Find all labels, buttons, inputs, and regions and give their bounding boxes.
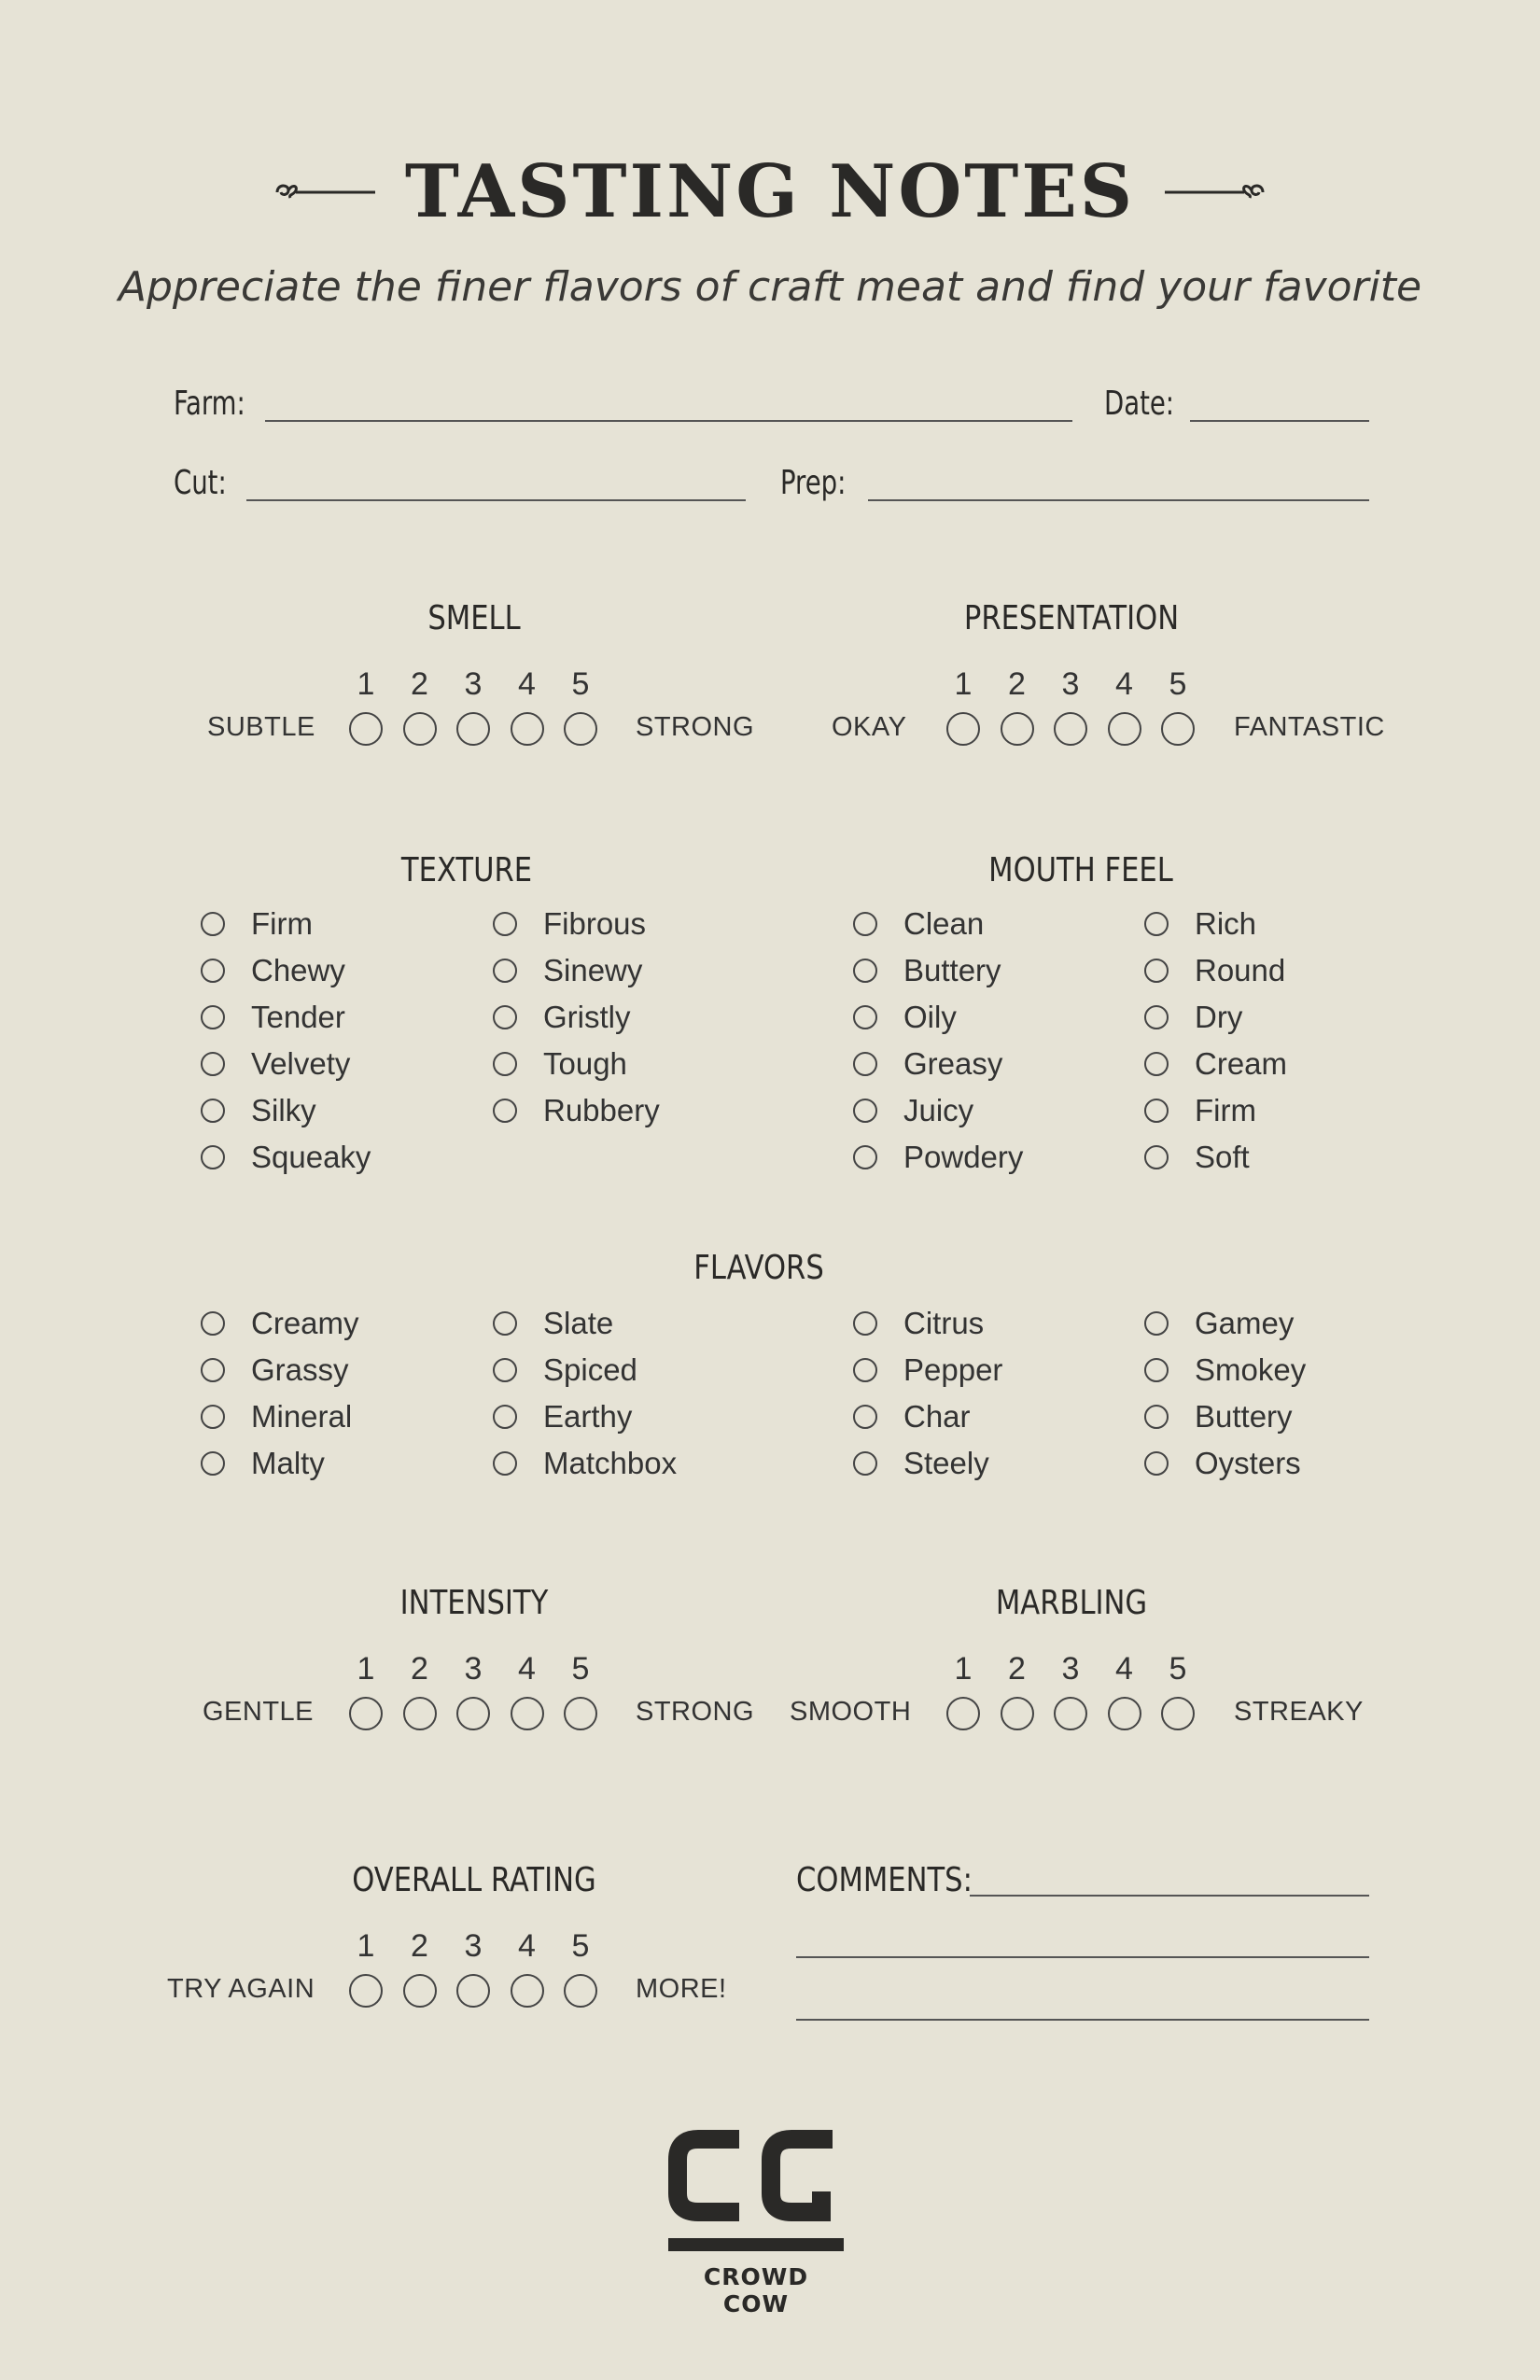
radio-circle-icon[interactable]	[853, 959, 877, 983]
presentation-option-4[interactable]	[1108, 712, 1141, 746]
radio-circle-icon[interactable]	[853, 1145, 877, 1169]
texture-option-label: Silky	[251, 1093, 316, 1127]
mouth-feel-title: MOUTH FEEL	[988, 851, 1173, 889]
radio-circle-icon[interactable]	[493, 912, 517, 936]
smell-number-1: 1	[357, 666, 375, 702]
radio-circle-icon[interactable]	[1144, 1099, 1169, 1123]
smell-option-5[interactable]	[564, 712, 597, 746]
radio-circle-icon[interactable]	[853, 1451, 877, 1476]
mouth-feel-option[interactable]	[853, 952, 1023, 989]
texture-option[interactable]	[493, 1045, 660, 1083]
flavor-option[interactable]	[201, 1305, 359, 1342]
radio-circle-icon[interactable]	[201, 1405, 225, 1429]
intensity-option-3[interactable]	[456, 1697, 490, 1730]
page-subtitle: Appreciate the finer flavors of craft meat and find your favorite	[118, 263, 1422, 311]
smell-number-5: 5	[571, 666, 590, 702]
marbling-number-3: 3	[1061, 1651, 1080, 1687]
overall-number-1: 1	[357, 1928, 375, 1964]
cut-label: Cut:	[174, 464, 227, 502]
texture-option[interactable]	[201, 1139, 371, 1176]
flavor-option[interactable]	[853, 1398, 1002, 1435]
texture-option[interactable]	[493, 999, 660, 1036]
flavor-option-label: Spiced	[543, 1352, 637, 1387]
marbling-number-4: 4	[1115, 1651, 1133, 1687]
flavor-option-label: Slate	[543, 1306, 614, 1340]
crowd-cow-logo-icon	[666, 2119, 846, 2259]
radio-circle-icon[interactable]	[1144, 1005, 1169, 1029]
radio-circle-icon[interactable]	[493, 1005, 517, 1029]
presentation-number-2: 2	[1008, 666, 1026, 702]
flavors-col-4	[1144, 1305, 1306, 1482]
mouth-feel-option[interactable]	[853, 1045, 1023, 1083]
radio-circle-icon[interactable]	[493, 1405, 517, 1429]
marbling-option-2[interactable]	[1001, 1697, 1034, 1730]
flavor-option-label: Malty	[251, 1446, 325, 1480]
smell-low-label: SUBTLE	[207, 712, 315, 742]
overall-high-label: MORE!	[636, 1974, 727, 2004]
texture-option-label: Squeaky	[251, 1140, 371, 1174]
flavor-option-label: Creamy	[251, 1306, 359, 1340]
mouth-feel-option[interactable]	[853, 1139, 1023, 1176]
mouth-feel-option-label: Cream	[1195, 1046, 1288, 1081]
comments-line-1[interactable]	[970, 1895, 1369, 1897]
radio-circle-icon[interactable]	[201, 1145, 225, 1169]
texture-title: TEXTURE	[400, 851, 533, 889]
radio-circle-icon[interactable]	[201, 1358, 225, 1382]
marbling-option-4[interactable]	[1108, 1697, 1141, 1730]
crowd-cow-logo	[666, 2119, 846, 2317]
smell-high-label: STRONG	[636, 712, 755, 742]
flavor-option-label: Matchbox	[543, 1446, 678, 1480]
marbling-low-label: SMOOTH	[790, 1697, 912, 1727]
flavor-option[interactable]	[853, 1445, 1002, 1482]
radio-circle-icon[interactable]	[1144, 912, 1169, 936]
mouth-feel-col-2	[1144, 905, 1287, 1176]
presentation-number-3: 3	[1061, 666, 1080, 702]
date-field[interactable]	[1190, 420, 1369, 422]
page-title	[0, 149, 1540, 234]
logo-text: CROWD COW	[703, 2263, 809, 2317]
radio-circle-icon[interactable]	[1144, 1311, 1169, 1336]
overall-option-4[interactable]	[511, 1974, 544, 2008]
cut-field[interactable]	[246, 499, 746, 501]
comments-line-2[interactable]	[796, 1956, 1369, 1958]
marbling-title: MARBLING	[995, 1584, 1148, 1622]
presentation-option-3[interactable]	[1054, 712, 1087, 746]
intensity-number-3: 3	[464, 1651, 483, 1687]
intensity-low-label: GENTLE	[203, 1697, 315, 1727]
radio-circle-icon[interactable]	[1144, 1451, 1169, 1476]
intensity-number-5: 5	[571, 1651, 590, 1687]
texture-option-label: Velvety	[251, 1046, 351, 1081]
flavor-option[interactable]	[493, 1305, 677, 1342]
mouth-feel-option-label: Buttery	[903, 953, 1001, 987]
flavor-option-label: Steely	[903, 1446, 989, 1480]
presentation-option-2[interactable]	[1001, 712, 1034, 746]
mouth-feel-option-label: Rich	[1195, 906, 1257, 941]
flavor-option-label: Citrus	[903, 1306, 985, 1340]
intensity-option-2[interactable]	[403, 1697, 437, 1730]
texture-option[interactable]	[493, 952, 660, 989]
overall-option-1[interactable]	[349, 1974, 383, 2008]
overall-low-label: TRY AGAIN	[167, 1974, 315, 2004]
flavor-option-label: Pepper	[903, 1352, 1003, 1387]
right-flourish-icon	[1163, 178, 1270, 206]
mouth-feel-option[interactable]	[1144, 952, 1287, 989]
texture-option[interactable]	[493, 905, 660, 943]
overall-option-2[interactable]	[403, 1974, 437, 2008]
comments-line-3[interactable]	[796, 2019, 1369, 2021]
flavor-option[interactable]	[853, 1305, 1002, 1342]
left-flourish-icon	[270, 178, 377, 206]
smell-number-2: 2	[411, 666, 428, 702]
radio-circle-icon[interactable]	[1144, 1358, 1169, 1382]
smell-option-2[interactable]	[403, 712, 437, 746]
radio-circle-icon[interactable]	[493, 1099, 517, 1123]
intensity-number-1: 1	[357, 1651, 375, 1687]
texture-option-label: Firm	[251, 906, 313, 941]
flavor-option[interactable]	[201, 1398, 359, 1435]
radio-circle-icon[interactable]	[201, 1451, 225, 1476]
radio-circle-icon[interactable]	[1144, 1405, 1169, 1429]
overall-option-5[interactable]	[564, 1974, 597, 2008]
texture-option[interactable]	[493, 1092, 660, 1129]
intensity-number-4: 4	[518, 1651, 536, 1687]
overall-rating-title: OVERALL RATING	[352, 1861, 596, 1899]
texture-option-label: Sinewy	[543, 953, 643, 987]
texture-option-label: Gristly	[543, 1000, 631, 1034]
mouth-feel-col-1	[853, 905, 1023, 1176]
radio-circle-icon[interactable]	[1144, 959, 1169, 983]
mouth-feel-option-label: Firm	[1195, 1093, 1256, 1127]
flavors-col-1	[201, 1305, 359, 1482]
overall-number-4: 4	[518, 1928, 536, 1964]
intensity-option-4[interactable]	[511, 1697, 544, 1730]
texture-option[interactable]	[201, 1092, 371, 1129]
flavor-option[interactable]	[493, 1351, 677, 1389]
marbling-option-3[interactable]	[1054, 1697, 1087, 1730]
prep-field[interactable]	[868, 499, 1369, 501]
presentation-option-5[interactable]	[1161, 712, 1195, 746]
mouth-feel-option[interactable]	[1144, 1045, 1287, 1083]
radio-circle-icon[interactable]	[853, 1358, 877, 1382]
marbling-option-5[interactable]	[1161, 1697, 1195, 1730]
radio-circle-icon[interactable]	[853, 1405, 877, 1429]
mouth-feel-option[interactable]	[1144, 1092, 1287, 1129]
radio-circle-icon[interactable]	[493, 959, 517, 983]
title-text: TASTING NOTES	[404, 149, 1136, 234]
texture-option-label: Rubbery	[543, 1093, 660, 1127]
overall-number-2: 2	[411, 1928, 428, 1964]
marbling-number-1: 1	[954, 1651, 973, 1687]
texture-option-label: Tender	[251, 1000, 345, 1034]
mouth-feel-option[interactable]	[1144, 905, 1287, 943]
prep-label: Prep:	[780, 464, 847, 502]
marbling-number-2: 2	[1008, 1651, 1026, 1687]
marbling-number-5: 5	[1169, 1651, 1187, 1687]
radio-circle-icon[interactable]	[493, 1311, 517, 1336]
mouth-feel-option[interactable]	[853, 1092, 1023, 1129]
mouth-feel-option-label: Dry	[1195, 1000, 1243, 1034]
flavor-option[interactable]	[201, 1351, 359, 1389]
radio-circle-icon[interactable]	[853, 1099, 877, 1123]
texture-option[interactable]	[201, 1045, 371, 1083]
intensity-option-5[interactable]	[564, 1697, 597, 1730]
mouth-feel-option-label: Soft	[1195, 1140, 1250, 1174]
flavor-option-label: Char	[903, 1399, 971, 1434]
flavor-option-label: Smokey	[1195, 1352, 1307, 1387]
flavor-option[interactable]	[853, 1351, 1002, 1389]
date-label: Date:	[1104, 385, 1175, 423]
radio-circle-icon[interactable]	[853, 1311, 877, 1336]
radio-circle-icon[interactable]	[853, 1052, 877, 1076]
flavor-option[interactable]	[1144, 1351, 1306, 1389]
flavor-option[interactable]	[1144, 1398, 1306, 1435]
texture-option[interactable]	[201, 999, 371, 1036]
flavor-option[interactable]	[493, 1445, 677, 1482]
smell-option-3[interactable]	[456, 712, 490, 746]
mouth-feel-option[interactable]	[1144, 999, 1287, 1036]
flavor-option-label: Buttery	[1195, 1399, 1293, 1434]
flavor-option[interactable]	[493, 1398, 677, 1435]
overall-option-3[interactable]	[456, 1974, 490, 2008]
texture-option[interactable]	[201, 905, 371, 943]
flavor-option[interactable]	[201, 1445, 359, 1482]
texture-option[interactable]	[201, 952, 371, 989]
radio-circle-icon[interactable]	[201, 1099, 225, 1123]
presentation-high-label: FANTASTIC	[1234, 712, 1385, 742]
smell-option-1[interactable]	[349, 712, 383, 746]
flavor-option-label: Mineral	[251, 1399, 353, 1434]
presentation-number-4: 4	[1115, 666, 1133, 702]
flavor-option-label: Grassy	[251, 1352, 349, 1387]
radio-circle-icon[interactable]	[853, 1005, 877, 1029]
texture-option-label: Tough	[543, 1046, 627, 1081]
radio-circle-icon[interactable]	[1144, 1052, 1169, 1076]
radio-circle-icon[interactable]	[201, 1311, 225, 1336]
flavors-col-3	[853, 1305, 1002, 1482]
flavor-option[interactable]	[1144, 1305, 1306, 1342]
presentation-number-5: 5	[1169, 666, 1187, 702]
flavor-option-label: Gamey	[1195, 1306, 1295, 1340]
intensity-number-2: 2	[411, 1651, 428, 1687]
presentation-option-1[interactable]	[946, 712, 980, 746]
mouth-feel-option-label: Round	[1195, 953, 1286, 987]
marbling-option-1[interactable]	[946, 1697, 980, 1730]
flavors-title: FLAVORS	[693, 1249, 824, 1287]
radio-circle-icon[interactable]	[201, 1052, 225, 1076]
radio-circle-icon[interactable]	[853, 912, 877, 936]
radio-circle-icon[interactable]	[493, 1052, 517, 1076]
flavor-option[interactable]	[1144, 1445, 1306, 1482]
mouth-feel-option-label: Oily	[903, 1000, 957, 1034]
smell-number-4: 4	[518, 666, 536, 702]
texture-col-1	[201, 905, 371, 1176]
intensity-option-1[interactable]	[349, 1697, 383, 1730]
radio-circle-icon[interactable]	[201, 912, 225, 936]
mouth-feel-option[interactable]	[853, 999, 1023, 1036]
overall-number-5: 5	[571, 1928, 590, 1964]
farm-label: Farm:	[174, 385, 245, 423]
texture-option-label: Chewy	[251, 953, 345, 987]
mouth-feel-option[interactable]	[853, 905, 1023, 943]
texture-col-2	[493, 905, 660, 1129]
flavors-col-2	[493, 1305, 677, 1482]
intensity-high-label: STRONG	[636, 1697, 755, 1727]
farm-field[interactable]	[265, 420, 1072, 422]
flavor-option-label: Earthy	[543, 1399, 633, 1434]
overall-number-3: 3	[464, 1928, 483, 1964]
presentation-title: PRESENTATION	[963, 599, 1180, 637]
presentation-number-1: 1	[954, 666, 973, 702]
smell-option-4[interactable]	[511, 712, 544, 746]
flavor-option-label: Oysters	[1195, 1446, 1301, 1480]
smell-title: SMELL	[427, 599, 521, 637]
radio-circle-icon[interactable]	[493, 1358, 517, 1382]
mouth-feel-option-label: Juicy	[903, 1093, 974, 1127]
mouth-feel-option-label: Powdery	[903, 1140, 1024, 1174]
presentation-low-label: OKAY	[832, 712, 907, 742]
radio-circle-icon[interactable]	[201, 1005, 225, 1029]
mouth-feel-option-label: Greasy	[903, 1046, 1003, 1081]
radio-circle-icon[interactable]	[1144, 1145, 1169, 1169]
intensity-title: INTENSITY	[399, 1584, 549, 1622]
smell-number-3: 3	[464, 666, 483, 702]
marbling-high-label: STREAKY	[1234, 1697, 1364, 1727]
comments-label: COMMENTS:	[796, 1861, 973, 1899]
mouth-feel-option-label: Clean	[903, 906, 985, 941]
texture-option-label: Fibrous	[543, 906, 647, 941]
radio-circle-icon[interactable]	[493, 1451, 517, 1476]
radio-circle-icon[interactable]	[201, 959, 225, 983]
mouth-feel-option[interactable]	[1144, 1139, 1287, 1176]
